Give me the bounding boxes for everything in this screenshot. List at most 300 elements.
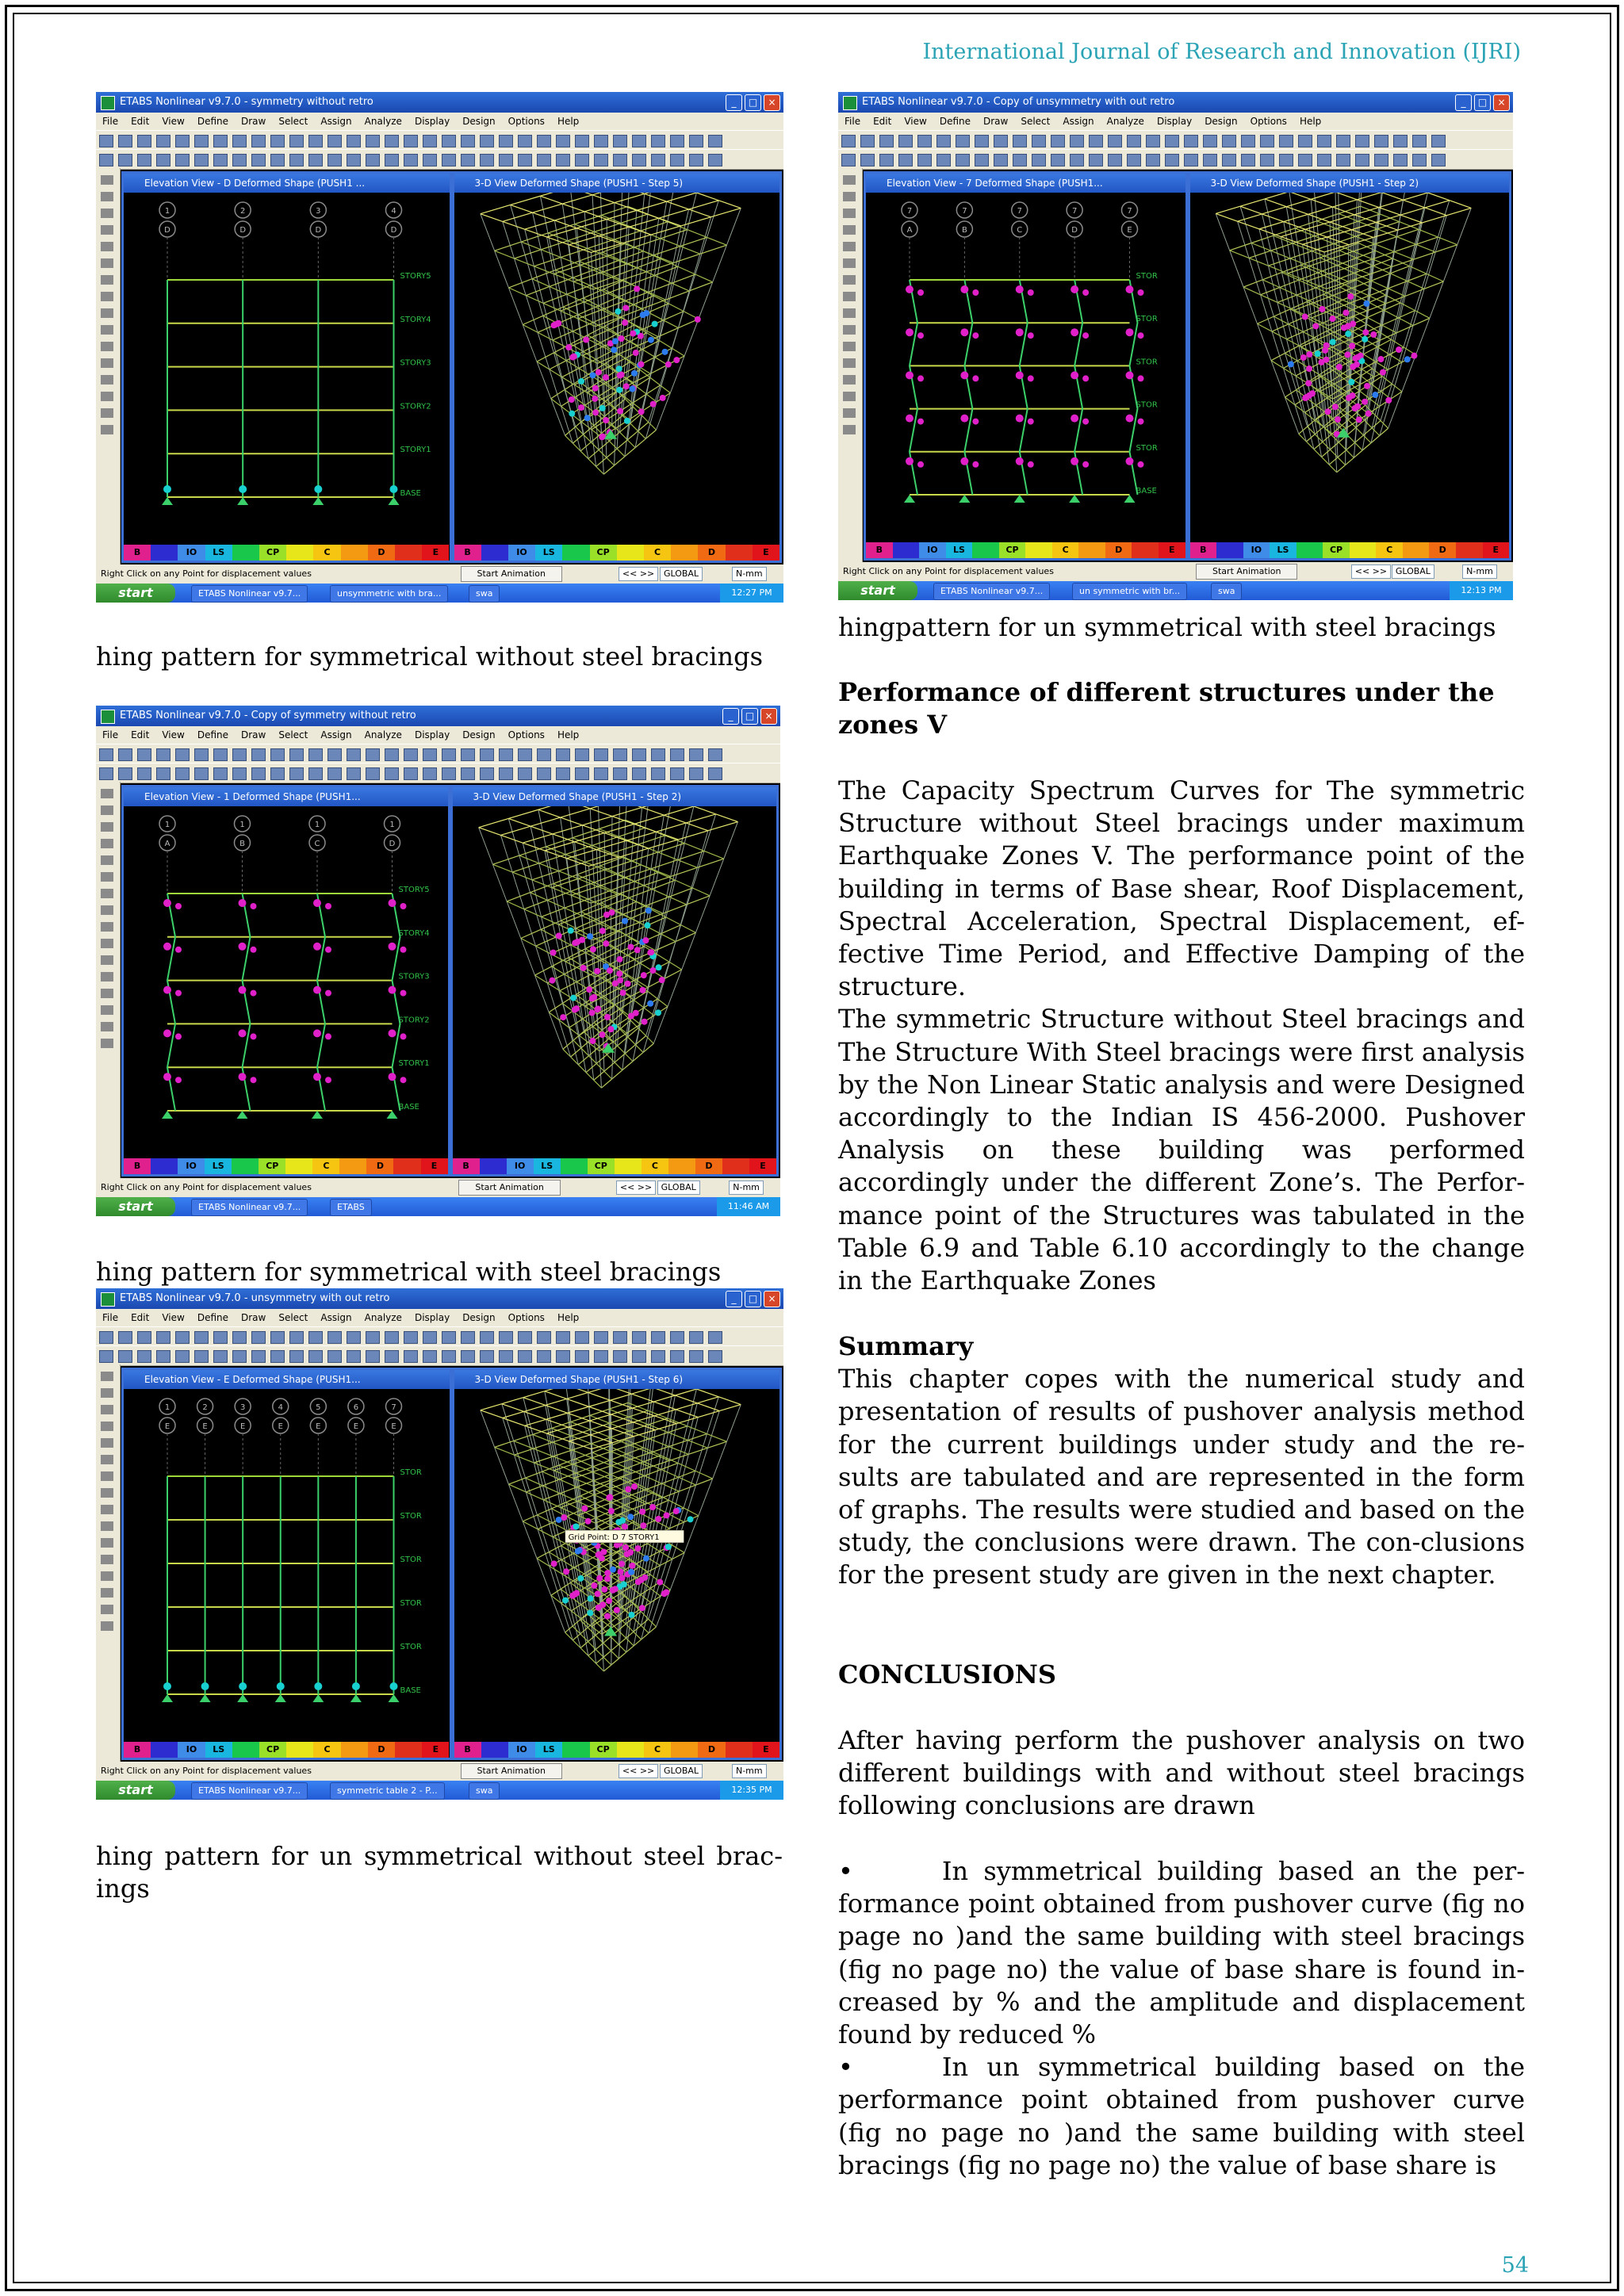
toolbar-tool-icon[interactable] — [442, 767, 456, 780]
toolbar-tool-icon[interactable] — [651, 1331, 665, 1344]
toolbar-tool-icon[interactable] — [118, 1350, 132, 1363]
side-tool-icon[interactable] — [843, 308, 856, 318]
toolbar-tool-icon[interactable] — [423, 1331, 437, 1344]
menu-item-draw[interactable]: Draw — [241, 116, 266, 127]
toolbar-tool-icon[interactable] — [194, 154, 209, 166]
toolbar-tool-icon[interactable] — [936, 135, 951, 147]
toolbar-tool-icon[interactable] — [1393, 154, 1408, 166]
toolbar-tool-icon[interactable] — [308, 767, 323, 780]
toolbar-tool-icon[interactable] — [99, 135, 113, 147]
menu-item-view[interactable]: View — [162, 116, 185, 127]
side-tool-icon[interactable] — [843, 408, 856, 418]
menu-item-draw[interactable]: Draw — [983, 116, 1009, 127]
toolbar-tool-icon[interactable] — [99, 1331, 113, 1344]
side-tool-icon[interactable] — [843, 192, 856, 201]
side-tool-icon[interactable] — [101, 1538, 113, 1548]
menu-item-options[interactable]: Options — [508, 116, 545, 127]
menu-item-draw[interactable]: Draw — [241, 729, 266, 740]
toolbar-tool-icon[interactable] — [213, 1331, 228, 1344]
three-d-view-pane[interactable] — [452, 171, 783, 563]
toolbar-tool-icon[interactable] — [270, 748, 285, 761]
side-tool-icon[interactable] — [101, 325, 113, 335]
side-tool-icon[interactable] — [101, 1471, 113, 1481]
menu-item-assign[interactable]: Assign — [1063, 116, 1094, 127]
toolbar-tool-icon[interactable] — [118, 135, 132, 147]
menu-item-view[interactable]: View — [162, 1312, 185, 1323]
taskbar-button[interactable]: ETABS — [330, 1199, 372, 1216]
close-button[interactable]: × — [764, 94, 780, 111]
toolbar-tool-icon[interactable] — [404, 767, 418, 780]
menu-item-options[interactable]: Options — [508, 1312, 545, 1323]
toolbar-tool-icon[interactable] — [327, 1331, 342, 1344]
menu-item-help[interactable]: Help — [557, 1312, 580, 1323]
toolbar-tool-icon[interactable] — [1241, 154, 1255, 166]
toolbar-tool-icon[interactable] — [537, 1350, 551, 1363]
toolbar-tool-icon[interactable] — [1412, 154, 1427, 166]
toolbar-tool-icon[interactable] — [670, 135, 684, 147]
toolbar-tool-icon[interactable] — [689, 135, 703, 147]
toolbar-tool-icon[interactable] — [366, 1350, 380, 1363]
toolbar-tool-icon[interactable] — [270, 135, 285, 147]
toolbar-tool-icon[interactable] — [118, 1331, 132, 1344]
toolbar-tool-icon[interactable] — [670, 1350, 684, 1363]
toolbar-tool-icon[interactable] — [137, 135, 151, 147]
toolbar-tool-icon[interactable] — [879, 135, 894, 147]
toolbar-tool-icon[interactable] — [194, 748, 209, 761]
toolbar-tool-icon[interactable] — [1108, 154, 1122, 166]
toolbar-tool-icon[interactable] — [442, 135, 456, 147]
side-tool-icon[interactable] — [101, 1488, 113, 1498]
minimize-button[interactable]: _ — [726, 1291, 742, 1307]
close-button[interactable]: × — [764, 1291, 780, 1307]
start-button[interactable]: start — [96, 584, 175, 603]
toolbar-tool-icon[interactable] — [1374, 135, 1388, 147]
close-button[interactable]: × — [760, 708, 777, 725]
side-tool-icon[interactable] — [101, 308, 113, 318]
toolbar-tool-icon[interactable] — [898, 135, 913, 147]
toolbar-tool-icon[interactable] — [1013, 154, 1027, 166]
window-titlebar[interactable] — [838, 92, 1513, 113]
toolbar-tool-icon[interactable] — [194, 1331, 209, 1344]
toolbar-tool-icon[interactable] — [556, 1350, 570, 1363]
toolbar-tool-icon[interactable] — [632, 1331, 646, 1344]
elevation-view-pane[interactable] — [864, 171, 1188, 561]
toolbar-tool-icon[interactable] — [975, 154, 989, 166]
taskbar-button[interactable]: ETABS Nonlinear v9.7... — [933, 583, 1050, 600]
side-tool-icon[interactable] — [101, 822, 113, 832]
toolbar-tool-icon[interactable] — [1203, 135, 1217, 147]
toolbar-tool-icon[interactable] — [1051, 135, 1065, 147]
toolbar-tool-icon[interactable] — [689, 154, 703, 166]
toolbar-tool-icon[interactable] — [575, 1331, 589, 1344]
side-tool-icon[interactable] — [101, 1388, 113, 1398]
toolbar-tool-icon[interactable] — [327, 767, 342, 780]
menu-item-help[interactable]: Help — [557, 116, 580, 127]
toolbar-tool-icon[interactable] — [1127, 135, 1141, 147]
toolbar-tool-icon[interactable] — [480, 1331, 494, 1344]
minimize-button[interactable]: _ — [1455, 94, 1472, 111]
side-tool-icon[interactable] — [101, 1405, 113, 1414]
toolbar-tool-icon[interactable] — [347, 135, 361, 147]
menu-item-view[interactable]: View — [904, 116, 927, 127]
toolbar-tool-icon[interactable] — [461, 154, 475, 166]
toolbar-tool-icon[interactable] — [537, 154, 551, 166]
toolbar-tool-icon[interactable] — [423, 748, 437, 761]
toolbar-tool-icon[interactable] — [1127, 154, 1141, 166]
menu-item-assign[interactable]: Assign — [320, 116, 352, 127]
side-tool-icon[interactable] — [101, 392, 113, 401]
toolbar-tool-icon[interactable] — [423, 154, 437, 166]
start-animation-button[interactable]: Start Animation — [1196, 564, 1297, 580]
toolbar-tool-icon[interactable] — [879, 154, 894, 166]
toolbar-tool-icon[interactable] — [841, 154, 856, 166]
toolbar-tool-icon[interactable] — [385, 135, 399, 147]
menu-item-select[interactable]: Select — [1021, 116, 1051, 127]
side-tool-icon[interactable] — [101, 258, 113, 268]
toolbar-tool-icon[interactable] — [651, 1350, 665, 1363]
toolbar-tool-icon[interactable] — [347, 1331, 361, 1344]
animation-nav-buttons[interactable]: << >> — [619, 1764, 658, 1778]
toolbar-tool-icon[interactable] — [518, 748, 532, 761]
toolbar-tool-icon[interactable] — [118, 767, 132, 780]
toolbar-tool-icon[interactable] — [632, 767, 646, 780]
menu-item-help[interactable]: Help — [557, 729, 580, 740]
toolbar-tool-icon[interactable] — [594, 748, 608, 761]
toolbar-tool-icon[interactable] — [480, 154, 494, 166]
window-titlebar[interactable] — [96, 1288, 783, 1309]
side-tool-icon[interactable] — [843, 225, 856, 235]
toolbar-tool-icon[interactable] — [461, 767, 475, 780]
menu-item-design[interactable]: Design — [1205, 116, 1238, 127]
three-d-drawing[interactable] — [1190, 193, 1510, 542]
toolbar-tool-icon[interactable] — [213, 1350, 228, 1363]
menu-item-design[interactable]: Design — [462, 729, 496, 740]
toolbar-tool-icon[interactable] — [289, 1331, 304, 1344]
toolbar-tool-icon[interactable] — [137, 767, 151, 780]
toolbar-tool-icon[interactable] — [708, 154, 722, 166]
toolbar-tool-icon[interactable] — [423, 767, 437, 780]
toolbar-tool-icon[interactable] — [347, 1350, 361, 1363]
toolbar-tool-icon[interactable] — [556, 748, 570, 761]
toolbar-tool-icon[interactable] — [1241, 135, 1255, 147]
toolbar-tool-icon[interactable] — [1279, 154, 1293, 166]
maximize-button[interactable]: □ — [745, 1291, 761, 1307]
toolbar-tool-icon[interactable] — [537, 1331, 551, 1344]
toolbar-tool-icon[interactable] — [1298, 154, 1312, 166]
menu-item-edit[interactable]: Edit — [131, 729, 150, 740]
toolbar-tool-icon[interactable] — [461, 748, 475, 761]
toolbar-tool-icon[interactable] — [137, 1350, 151, 1363]
side-tool-icon[interactable] — [101, 1571, 113, 1581]
elevation-drawing[interactable] — [124, 193, 450, 545]
toolbar-tool-icon[interactable] — [651, 748, 665, 761]
toolbar-tool-icon[interactable] — [99, 748, 113, 761]
toolbar-tool-icon[interactable] — [232, 767, 247, 780]
elevation-drawing[interactable] — [124, 806, 448, 1158]
units-select[interactable]: N-mm — [732, 1764, 767, 1778]
taskbar-button[interactable]: swa — [469, 585, 500, 603]
toolbar-tool-icon[interactable] — [308, 1350, 323, 1363]
toolbar-tool-icon[interactable] — [1013, 135, 1027, 147]
toolbar-tool-icon[interactable] — [1431, 154, 1446, 166]
menu-item-analyze[interactable]: Analyze — [1106, 116, 1144, 127]
toolbar-tool-icon[interactable] — [385, 767, 399, 780]
taskbar-button[interactable]: ETABS Nonlinear v9.7... — [191, 585, 308, 603]
toolbar-tool-icon[interactable] — [499, 1350, 513, 1363]
toolbar-tool-icon[interactable] — [385, 748, 399, 761]
toolbar-tool-icon[interactable] — [1222, 154, 1236, 166]
side-tool-icon[interactable] — [101, 1372, 113, 1381]
toolbar-tool-icon[interactable] — [1032, 154, 1046, 166]
side-tool-icon[interactable] — [101, 192, 113, 201]
menu-item-define[interactable]: Define — [939, 116, 971, 127]
toolbar-tool-icon[interactable] — [385, 154, 399, 166]
toolbar-tool-icon[interactable] — [156, 1331, 170, 1344]
toolbar-tool-icon[interactable] — [537, 748, 551, 761]
side-tool-icon[interactable] — [101, 1505, 113, 1514]
toolbar-tool-icon[interactable] — [175, 135, 190, 147]
toolbar-tool-icon[interactable] — [708, 767, 722, 780]
side-tool-icon[interactable] — [101, 175, 113, 185]
toolbar-tool-icon[interactable] — [1431, 135, 1446, 147]
menu-item-design[interactable]: Design — [462, 116, 496, 127]
side-tool-icon[interactable] — [843, 292, 856, 301]
start-animation-button[interactable]: Start Animation — [458, 1180, 560, 1196]
toolbar-tool-icon[interactable] — [936, 154, 951, 166]
menu-item-select[interactable]: Select — [278, 729, 308, 740]
elevation-drawing[interactable] — [866, 193, 1185, 542]
toolbar-tool-icon[interactable] — [1279, 135, 1293, 147]
toolbar-tool-icon[interactable] — [270, 1331, 285, 1344]
toolbar-tool-icon[interactable] — [1184, 154, 1198, 166]
side-tool-icon[interactable] — [101, 1588, 113, 1598]
units-select[interactable]: N-mm — [729, 1181, 764, 1195]
toolbar-tool-icon[interactable] — [575, 154, 589, 166]
toolbar-tool-icon[interactable] — [1089, 154, 1103, 166]
toolbar-tool-icon[interactable] — [860, 135, 875, 147]
minimize-button[interactable]: _ — [726, 94, 742, 111]
menu-item-select[interactable]: Select — [278, 1312, 308, 1323]
side-tool-icon[interactable] — [101, 1521, 113, 1531]
toolbar-tool-icon[interactable] — [213, 135, 228, 147]
toolbar-tool-icon[interactable] — [1317, 135, 1331, 147]
toolbar-tool-icon[interactable] — [613, 748, 627, 761]
elevation-drawing[interactable] — [124, 1389, 450, 1742]
toolbar-tool-icon[interactable] — [137, 154, 151, 166]
toolbar-tool-icon[interactable] — [1184, 135, 1198, 147]
menu-item-assign[interactable]: Assign — [320, 729, 352, 740]
toolbar-tool-icon[interactable] — [385, 1331, 399, 1344]
toolbar-tool-icon[interactable] — [1393, 135, 1408, 147]
toolbar-tool-icon[interactable] — [689, 1350, 703, 1363]
toolbar-tool-icon[interactable] — [213, 154, 228, 166]
toolbar-tool-icon[interactable] — [308, 135, 323, 147]
menu-item-options[interactable]: Options — [1250, 116, 1287, 127]
menu-item-edit[interactable]: Edit — [873, 116, 892, 127]
menu-item-edit[interactable]: Edit — [131, 1312, 150, 1323]
toolbar-tool-icon[interactable] — [194, 1350, 209, 1363]
menu-item-draw[interactable]: Draw — [241, 1312, 266, 1323]
toolbar-tool-icon[interactable] — [461, 135, 475, 147]
toolbar-tool-icon[interactable] — [632, 154, 646, 166]
side-tool-icon[interactable] — [101, 922, 113, 932]
maximize-button[interactable]: □ — [741, 708, 758, 725]
start-animation-button[interactable]: Start Animation — [461, 1763, 562, 1779]
side-tool-icon[interactable] — [101, 1555, 113, 1564]
toolbar-tool-icon[interactable] — [1108, 135, 1122, 147]
menu-item-assign[interactable]: Assign — [320, 1312, 352, 1323]
side-tool-icon[interactable] — [101, 1422, 113, 1431]
toolbar-tool-icon[interactable] — [1070, 154, 1084, 166]
toolbar-tool-icon[interactable] — [251, 135, 266, 147]
toolbar-tool-icon[interactable] — [327, 1350, 342, 1363]
toolbar-tool-icon[interactable] — [1146, 154, 1160, 166]
side-tool-icon[interactable] — [843, 358, 856, 368]
toolbar-tool-icon[interactable] — [518, 154, 532, 166]
toolbar-tool-icon[interactable] — [251, 748, 266, 761]
start-button[interactable]: start — [96, 1781, 175, 1800]
start-animation-button[interactable]: Start Animation — [461, 566, 562, 582]
toolbar-tool-icon[interactable] — [670, 1331, 684, 1344]
toolbar-tool-icon[interactable] — [404, 135, 418, 147]
toolbar-tool-icon[interactable] — [1260, 135, 1274, 147]
toolbar-tool-icon[interactable] — [480, 767, 494, 780]
side-tool-icon[interactable] — [101, 1005, 113, 1015]
side-tool-icon[interactable] — [101, 1621, 113, 1631]
toolbar-tool-icon[interactable] — [156, 767, 170, 780]
toolbar-tool-icon[interactable] — [385, 1350, 399, 1363]
side-tool-icon[interactable] — [101, 1039, 113, 1048]
menu-item-define[interactable]: Define — [197, 116, 228, 127]
three-d-drawing[interactable] — [453, 806, 777, 1158]
toolbar-tool-icon[interactable] — [708, 1350, 722, 1363]
window-titlebar[interactable] — [96, 92, 783, 113]
toolbar-tool-icon[interactable] — [518, 1331, 532, 1344]
toolbar-tool-icon[interactable] — [613, 1350, 627, 1363]
menu-item-select[interactable]: Select — [278, 116, 308, 127]
toolbar-tool-icon[interactable] — [442, 154, 456, 166]
toolbar-tool-icon[interactable] — [251, 154, 266, 166]
toolbar-tool-icon[interactable] — [518, 1350, 532, 1363]
toolbar-tool-icon[interactable] — [347, 767, 361, 780]
side-tool-icon[interactable] — [101, 358, 113, 368]
toolbar-tool-icon[interactable] — [556, 1331, 570, 1344]
menu-item-file[interactable]: File — [845, 116, 861, 127]
menu-item-file[interactable]: File — [102, 116, 119, 127]
toolbar-tool-icon[interactable] — [689, 767, 703, 780]
side-tool-icon[interactable] — [101, 989, 113, 998]
toolbar-tool-icon[interactable] — [1070, 135, 1084, 147]
taskbar-button[interactable]: ETABS Nonlinear v9.7... — [191, 1199, 308, 1216]
toolbar-tool-icon[interactable] — [251, 1350, 266, 1363]
toolbar-tool-icon[interactable] — [327, 748, 342, 761]
toolbar-tool-icon[interactable] — [156, 154, 170, 166]
side-tool-icon[interactable] — [101, 209, 113, 218]
toolbar-tool-icon[interactable] — [499, 135, 513, 147]
maximize-button[interactable]: □ — [1474, 94, 1491, 111]
toolbar-tool-icon[interactable] — [994, 154, 1008, 166]
side-tool-icon[interactable] — [101, 855, 113, 865]
toolbar-tool-icon[interactable] — [1336, 135, 1350, 147]
toolbar-tool-icon[interactable] — [575, 1350, 589, 1363]
toolbar-tool-icon[interactable] — [556, 154, 570, 166]
toolbar-tool-icon[interactable] — [175, 748, 190, 761]
side-tool-icon[interactable] — [101, 408, 113, 418]
toolbar-tool-icon[interactable] — [270, 767, 285, 780]
toolbar-tool-icon[interactable] — [499, 748, 513, 761]
toolbar-tool-icon[interactable] — [499, 154, 513, 166]
maximize-button[interactable]: □ — [745, 94, 761, 111]
side-tool-icon[interactable] — [843, 425, 856, 434]
three-d-drawing[interactable] — [454, 193, 780, 545]
toolbar-tool-icon[interactable] — [556, 767, 570, 780]
toolbar-tool-icon[interactable] — [917, 154, 932, 166]
toolbar-tool-icon[interactable] — [518, 767, 532, 780]
toolbar-tool-icon[interactable] — [613, 154, 627, 166]
toolbar-tool-icon[interactable] — [956, 154, 970, 166]
toolbar-tool-icon[interactable] — [841, 135, 856, 147]
menu-item-display[interactable]: Display — [414, 729, 450, 740]
toolbar-tool-icon[interactable] — [99, 767, 113, 780]
animation-nav-buttons[interactable]: << >> — [616, 1181, 656, 1195]
side-tool-icon[interactable] — [843, 175, 856, 185]
toolbar-tool-icon[interactable] — [613, 135, 627, 147]
side-tool-icon[interactable] — [843, 392, 856, 401]
elevation-view-pane[interactable] — [121, 171, 452, 563]
toolbar-tool-icon[interactable] — [308, 748, 323, 761]
menu-item-analyze[interactable]: Analyze — [364, 729, 402, 740]
toolbar-tool-icon[interactable] — [442, 1331, 456, 1344]
side-tool-icon[interactable] — [101, 292, 113, 301]
toolbar-tool-icon[interactable] — [194, 135, 209, 147]
side-tool-icon[interactable] — [843, 275, 856, 285]
toolbar-tool-icon[interactable] — [308, 154, 323, 166]
side-tool-icon[interactable] — [101, 242, 113, 251]
side-tool-icon[interactable] — [843, 325, 856, 335]
side-tool-icon[interactable] — [101, 972, 113, 982]
toolbar-tool-icon[interactable] — [613, 767, 627, 780]
toolbar-tool-icon[interactable] — [613, 1331, 627, 1344]
toolbar-tool-icon[interactable] — [956, 135, 970, 147]
side-tool-icon[interactable] — [843, 209, 856, 218]
minimize-button[interactable]: _ — [722, 708, 739, 725]
side-tool-icon[interactable] — [101, 789, 113, 798]
toolbar-tool-icon[interactable] — [1089, 135, 1103, 147]
toolbar-tool-icon[interactable] — [232, 748, 247, 761]
toolbar-tool-icon[interactable] — [1317, 154, 1331, 166]
window-titlebar[interactable] — [96, 706, 780, 726]
toolbar-tool-icon[interactable] — [499, 1331, 513, 1344]
toolbar-tool-icon[interactable] — [404, 154, 418, 166]
toolbar-tool-icon[interactable] — [594, 1350, 608, 1363]
toolbar-tool-icon[interactable] — [270, 1350, 285, 1363]
side-tool-icon[interactable] — [101, 872, 113, 882]
toolbar-tool-icon[interactable] — [232, 135, 247, 147]
toolbar-tool-icon[interactable] — [499, 767, 513, 780]
taskbar-button[interactable]: swa — [1211, 583, 1242, 600]
toolbar-tool-icon[interactable] — [232, 1331, 247, 1344]
toolbar-tool-icon[interactable] — [480, 135, 494, 147]
side-tool-icon[interactable] — [843, 258, 856, 268]
side-tool-icon[interactable] — [101, 839, 113, 848]
toolbar-tool-icon[interactable] — [156, 1350, 170, 1363]
side-tool-icon[interactable] — [101, 225, 113, 235]
three-d-drawing[interactable] — [454, 1389, 780, 1742]
toolbar-tool-icon[interactable] — [404, 1350, 418, 1363]
side-tool-icon[interactable] — [101, 1605, 113, 1614]
elevation-view-pane[interactable] — [121, 1368, 452, 1760]
toolbar-tool-icon[interactable] — [1260, 154, 1274, 166]
